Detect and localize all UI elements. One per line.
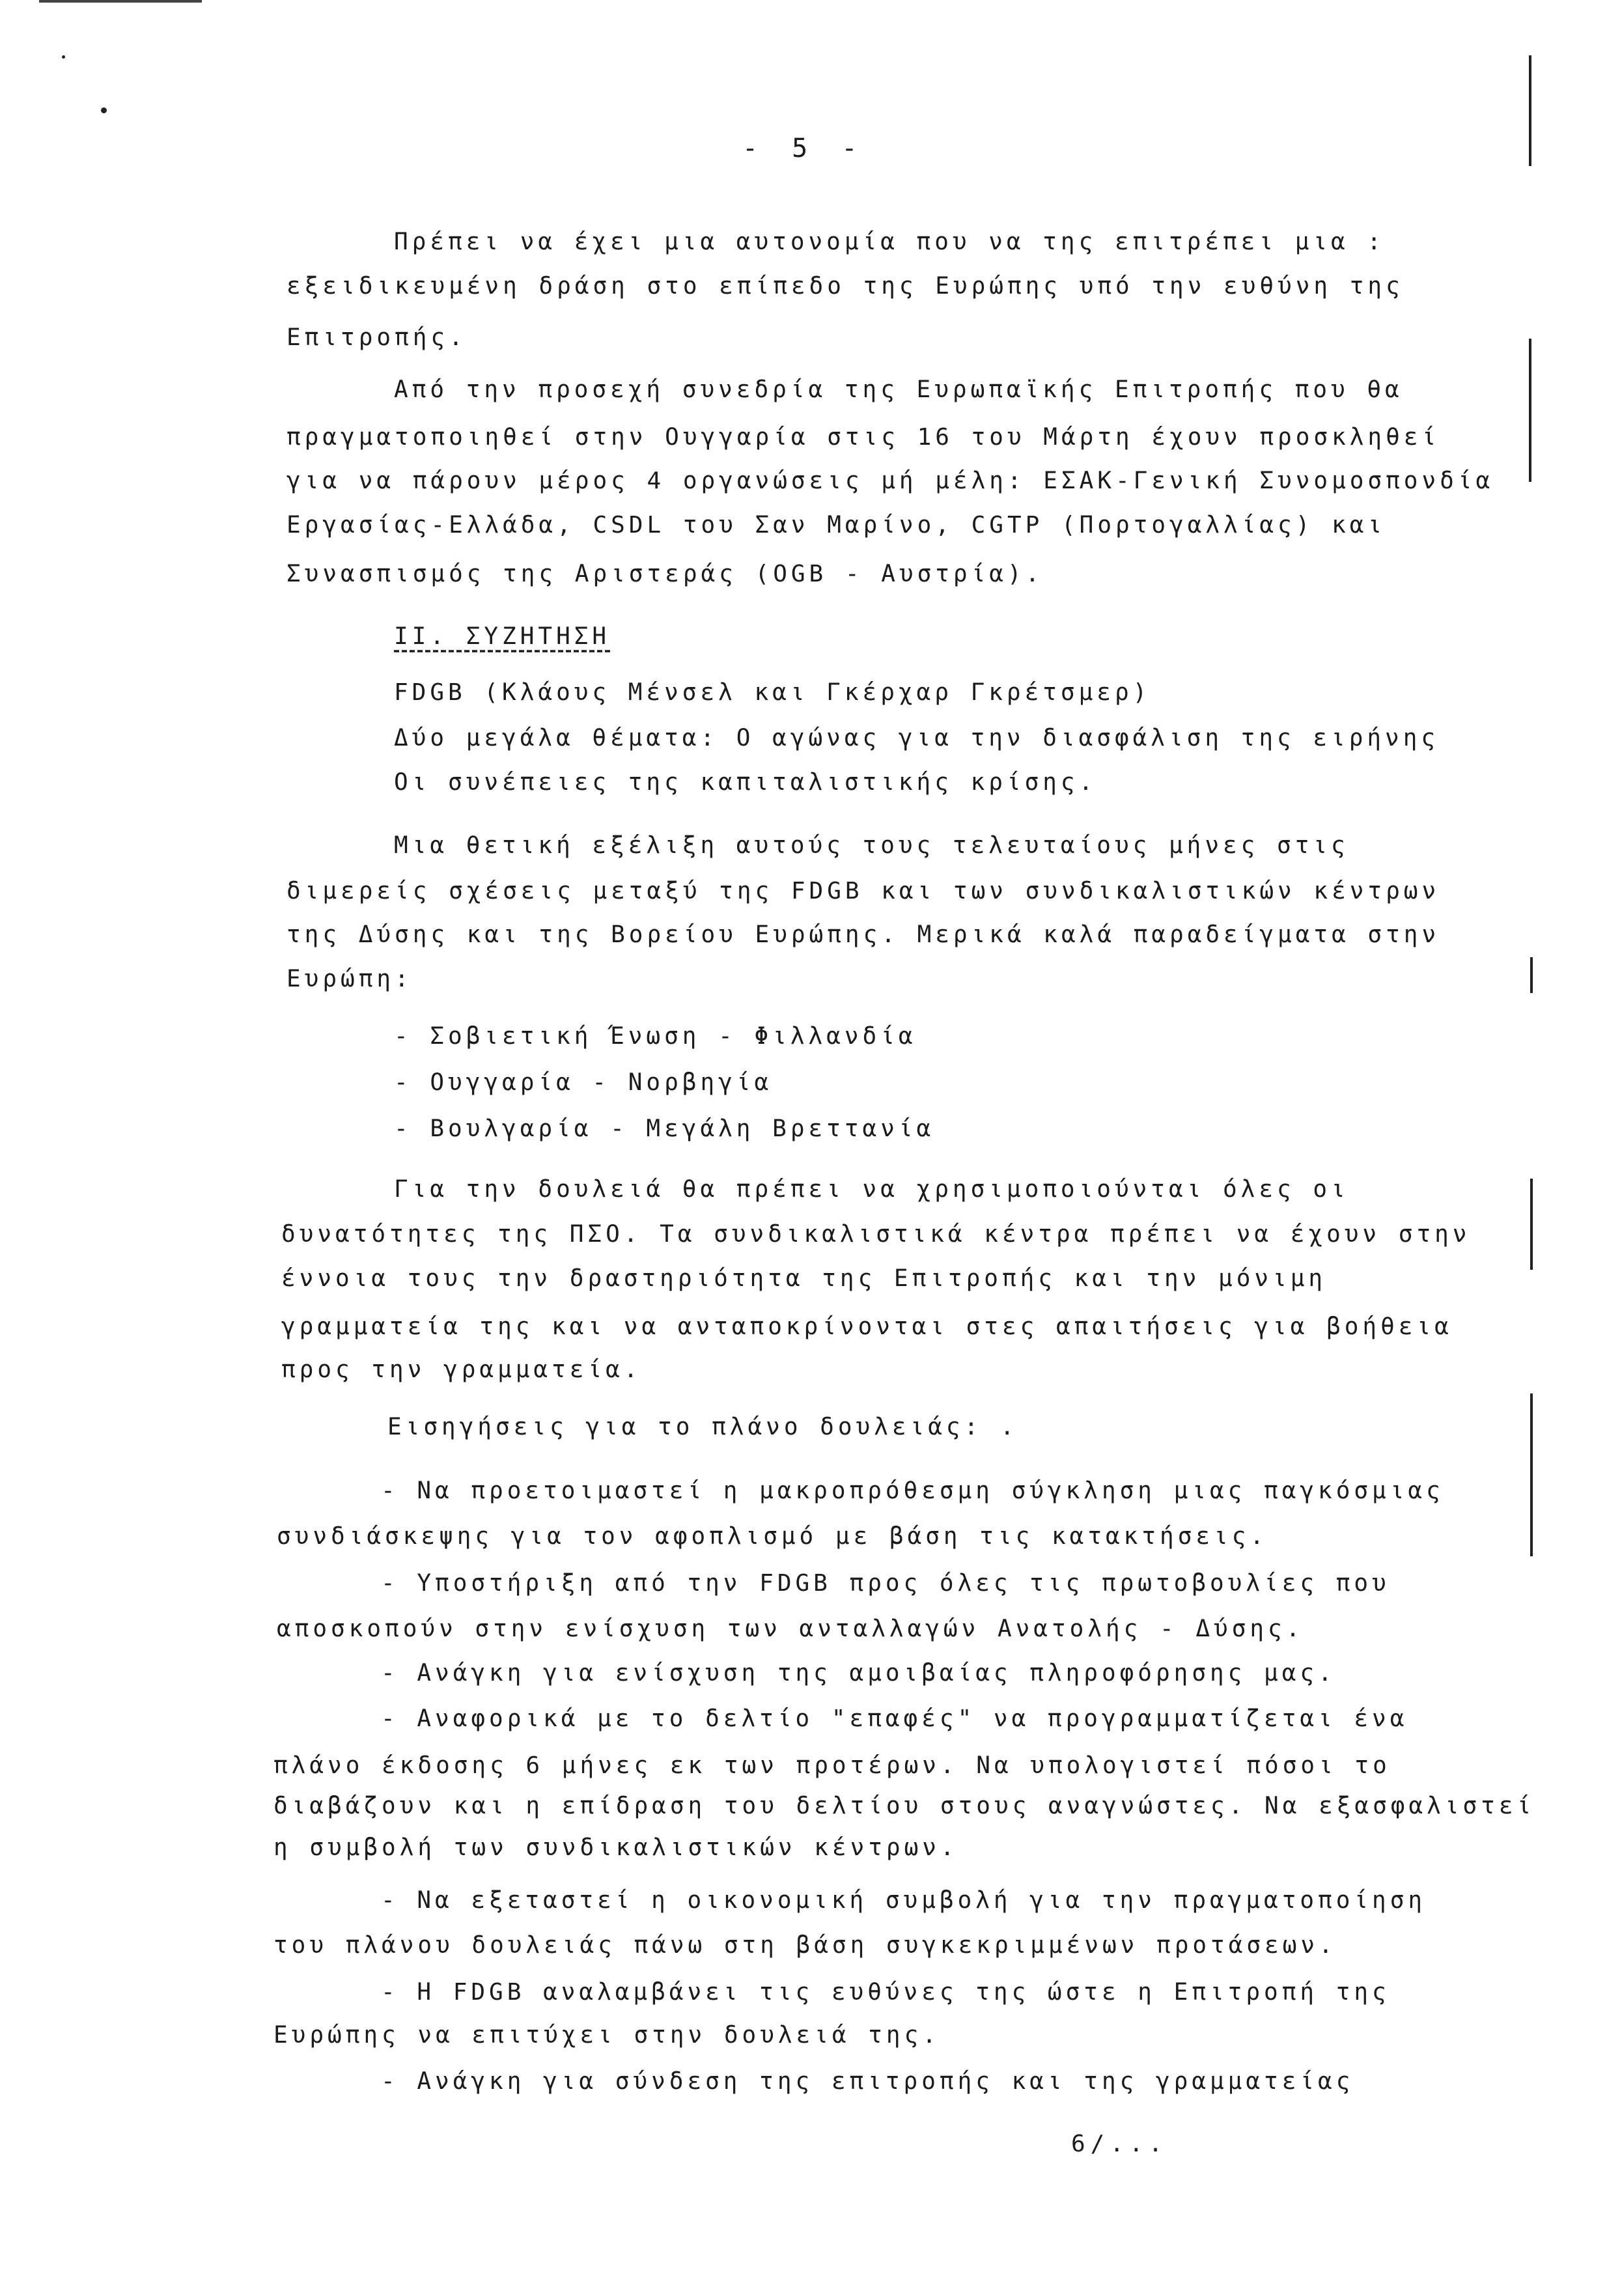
list-item: - Βουλγαρία - Μεγάλη Βρεττανία (394, 1115, 935, 1142)
text-line: προς την γραμματεία. (281, 1356, 642, 1383)
list-item: - Ανάγκη για σύνδεση της επιτροπής και της γραμματείας (381, 2068, 1354, 2095)
text-line: δυνατότητες της ΠΣΟ. Τα συνδικαλιστικά κέντρα πρέπει να έχουν στην (281, 1221, 1471, 1248)
list-item: - Υποστήριξη από την FDGB προς όλες τις πρωτοβουλίες που (381, 1570, 1390, 1597)
list-item: - Αναφορικά με το δελτίο "επαφές" να προγραμματίζεται ένα (381, 1705, 1408, 1732)
text-line: πλάνο έκδοσης 6 μήνες εκ των προτέρων. Να υπολογιστεί πόσοι το (273, 1752, 1391, 1779)
text-line: Από την προσεχή συνεδρία της Ευρωπαϊκής Επιτροπής που θα (394, 376, 1403, 403)
text-line: Μια θετική εξέλιξη αυτούς τους τελευταίους μήνες στις (394, 832, 1349, 859)
text-line: Πρέπει να έχει μια αυτονομία που να της επιτρέπει μια : (394, 229, 1386, 255)
text-line: Εισηγήσεις για το πλάνο δουλειάς: . (387, 1414, 1018, 1440)
text-line: του πλάνου δουλειάς πάνω στη βάση συγκεκριμμένων προτάσεων. (273, 1932, 1337, 1959)
list-item: - Να εξεταστεί η οικονομική συμβολή για την πραγματοποίηση (381, 1887, 1427, 1914)
continuation-marker: 6/... (1071, 2131, 1168, 2157)
scan-margin-mark (1529, 339, 1531, 482)
text-line: της Δύσης και της Βορείου Ευρώπης. Μερικά καλά παραδείγματα στην (286, 921, 1440, 948)
scan-margin-mark (1530, 1393, 1533, 1556)
text-line: FDGB (Κλάους Μένσελ και Γκέρχαρ Γκρέτσμερ) (394, 679, 1151, 706)
text-line: συνδιάσκεψης για τον αφοπλισμό με βάση τις κατακτήσεις. (277, 1523, 1268, 1550)
text-line: έννοια τους την δραστηριότητα της Επιτροπής και την μόνιμη (281, 1265, 1327, 1292)
text-line: Για την δουλειά θα πρέπει να χρησιμοποιούνται όλες οι (394, 1176, 1349, 1203)
text-line: Επιτροπής. (286, 324, 467, 351)
scan-speck (101, 107, 107, 113)
text-line: η συμβολή των συνδικαλιστικών κέντρων. (273, 1834, 958, 1861)
text-line: Συνασπισμός της Αριστεράς (OGB - Αυστρία). (286, 561, 1044, 587)
text-line: Οι συνέπειες της καπιταλιστικής κρίσης. (394, 769, 1097, 796)
section-heading: ΙΙ. ΣΥΖΗΤΗΣΗ (394, 623, 611, 650)
text-line: εξειδικευμένη δράση στο επίπεδο της Ευρώπης υπό την ευθύνη της (286, 273, 1404, 300)
scan-edge-line (39, 0, 202, 3)
text-line: για να πάρουν μέρος 4 οργανώσεις μή μέλη: ΕΣΑΚ-Γενική Συνομοσπονδία (286, 468, 1494, 494)
scan-margin-mark (1530, 1179, 1533, 1270)
list-item: - Να προετοιμαστεί η μακροπρόθεσμη σύγκληση μιας παγκόσμιας (381, 1477, 1444, 1504)
text-line: Δύο μεγάλα θέματα: Ο αγώνας για την διασφάλιση της ειρήνης (394, 725, 1440, 751)
text-line: πραγματοποιηθεί στην Ουγγαρία στις 16 του Μάρτη έχουν προσκληθεί (286, 424, 1440, 451)
scan-margin-mark (1530, 957, 1533, 993)
text-line: γραμματεία της και να ανταποκρίνονται στες απαιτήσεις για βοήθεια (281, 1313, 1453, 1340)
text-line: Ευρώπη: (286, 966, 413, 992)
text-line: διμερείς σχέσεις μεταξύ της FDGB και των συνδικαλιστικών κέντρων (286, 878, 1440, 904)
list-item: - Η FDGB αναλαμβάνει τις ευθύνες της ώστε η Επιτροπή της (381, 1979, 1390, 2006)
text-line: αποσκοπούν στην ενίσχυση των ανταλλαγών Ανατολής - Δύσης. (277, 1616, 1304, 1642)
list-item: - Ουγγαρία - Νορβηγία (394, 1069, 773, 1096)
text-line: Εργασίας-Ελλάδα, CSDL του Σαν Μαρίνο, CGTP (Πορτογαλλίας) και (286, 512, 1386, 539)
text-line: διαβάζουν και η επίδραση του δελτίου στους αναγνώστες. Να εξασφαλιστεί (273, 1793, 1535, 1819)
list-item: - Σοβιετική Ένωση - Φιλλανδία (394, 1023, 917, 1050)
text-line: Ευρώπης να επιτύχει στην δουλειά της. (273, 2022, 940, 2049)
scan-speck (62, 55, 65, 59)
page-number: - 5 - (742, 133, 867, 163)
list-item: - Ανάγκη για ενίσχυση της αμοιβαίας πληροφόρησης μας. (381, 1660, 1336, 1687)
scan-margin-mark (1529, 55, 1531, 166)
